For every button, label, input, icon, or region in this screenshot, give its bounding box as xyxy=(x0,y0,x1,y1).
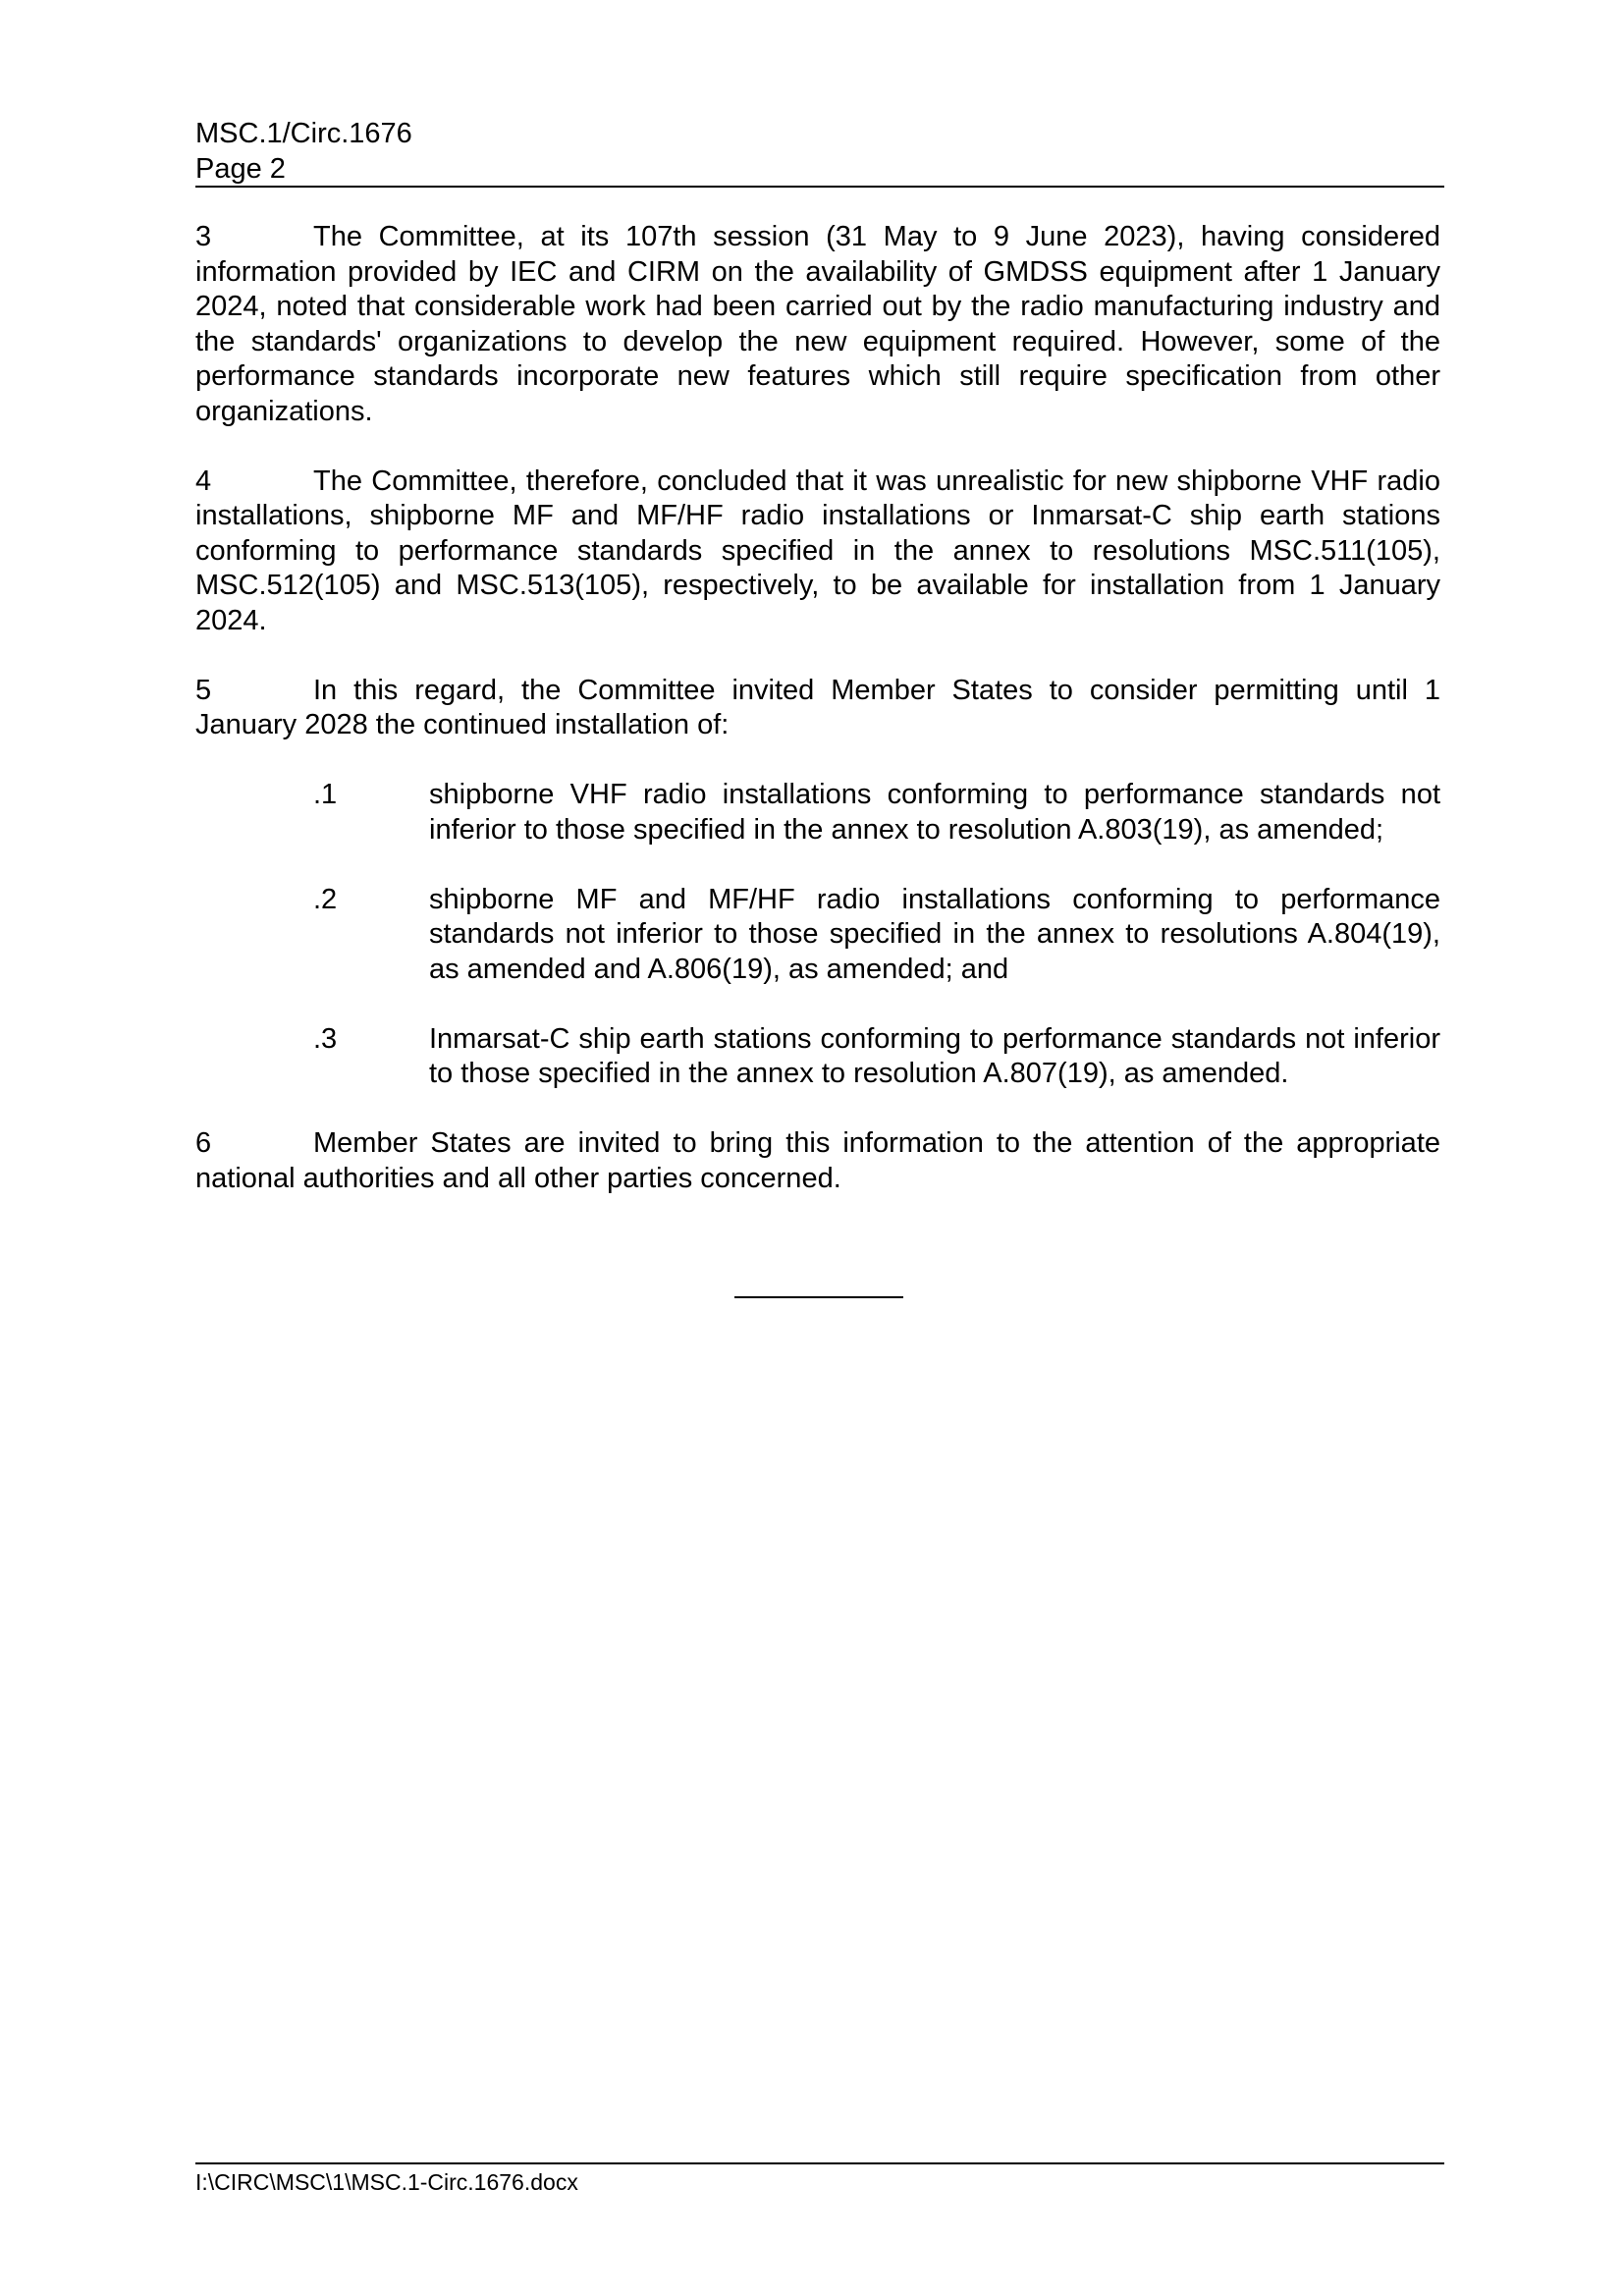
page-header xyxy=(195,116,1444,187)
sub-item xyxy=(195,1022,1440,1092)
paragraph-text: In this regard, the Committee invited Member States to consider permitting until 1 January 2028 the continued installation of: xyxy=(195,674,1440,740)
paragraph-4 xyxy=(195,465,1440,639)
paragraph-text: The Committee, therefore, concluded that it was unrealistic for new shipborne VHF radio installations, shipborne MF and MF/HF radio installations or Inmarsat-C ship earth stations conforming to performance standards specified in the annex to resolutions MSC.511(105), MSC.512(105) and MSC.513(105), respectively, to be available for installation from 1 January 2024. xyxy=(195,465,1440,636)
paragraph-number: 5 xyxy=(195,674,212,706)
document-body xyxy=(195,220,1440,1231)
sub-item-list xyxy=(195,778,1440,1092)
sub-item-number: .2 xyxy=(313,883,338,915)
end-of-document-rule xyxy=(734,1296,903,1298)
paragraph-6 xyxy=(195,1126,1440,1196)
footer-divider xyxy=(195,2162,1444,2164)
paragraph-text: The Committee, at its 107th session (31 May to 9 June 2023), having considered information provided by IEC and CIRM on the availability of GMDSS equipment after 1 January 2024, noted that considerable work had been carried out by the radio manufacturing industry and the standards' organizations to develop the new equipment required. However, some of the performance standards incorporate new features which still require specification from other organizations. xyxy=(195,221,1440,427)
paragraph-number: 6 xyxy=(195,1127,212,1159)
sub-item xyxy=(195,778,1440,847)
sub-item-text: shipborne MF and MF/HF radio installations conforming to performance standards not inferior to those specified in the annex to resolutions A.804(19), as amended and A.806(19), as amended; and xyxy=(429,883,1440,985)
page-number: Page 2 xyxy=(195,153,286,185)
sub-item-text: Inmarsat-C ship earth stations conforming to performance standards not inferior to those specified in the annex to resolution A.807(19), as amended. xyxy=(429,1022,1440,1089)
paragraph-text: Member States are invited to bring this information to the attention of the appropriate national authorities and all other parties concerned. xyxy=(195,1127,1440,1194)
footer-file-path: I:\CIRC\MSC\1\MSC.1-Circ.1676.docx xyxy=(195,2169,578,2195)
paragraph-number: 4 xyxy=(195,465,212,497)
header-divider xyxy=(195,186,1444,188)
sub-item-text: shipborne VHF radio installations conforming to performance standards not inferior to those specified in the annex to resolution A.803(19), as amended; xyxy=(429,779,1440,846)
sub-item-number: .1 xyxy=(313,779,338,810)
paragraph-3 xyxy=(195,220,1440,429)
paragraph-5 xyxy=(195,674,1440,743)
sub-item xyxy=(195,883,1440,988)
sub-item-number: .3 xyxy=(313,1022,338,1055)
paragraph-number: 3 xyxy=(195,221,212,252)
document-reference: MSC.1/Circ.1676 xyxy=(195,118,412,149)
